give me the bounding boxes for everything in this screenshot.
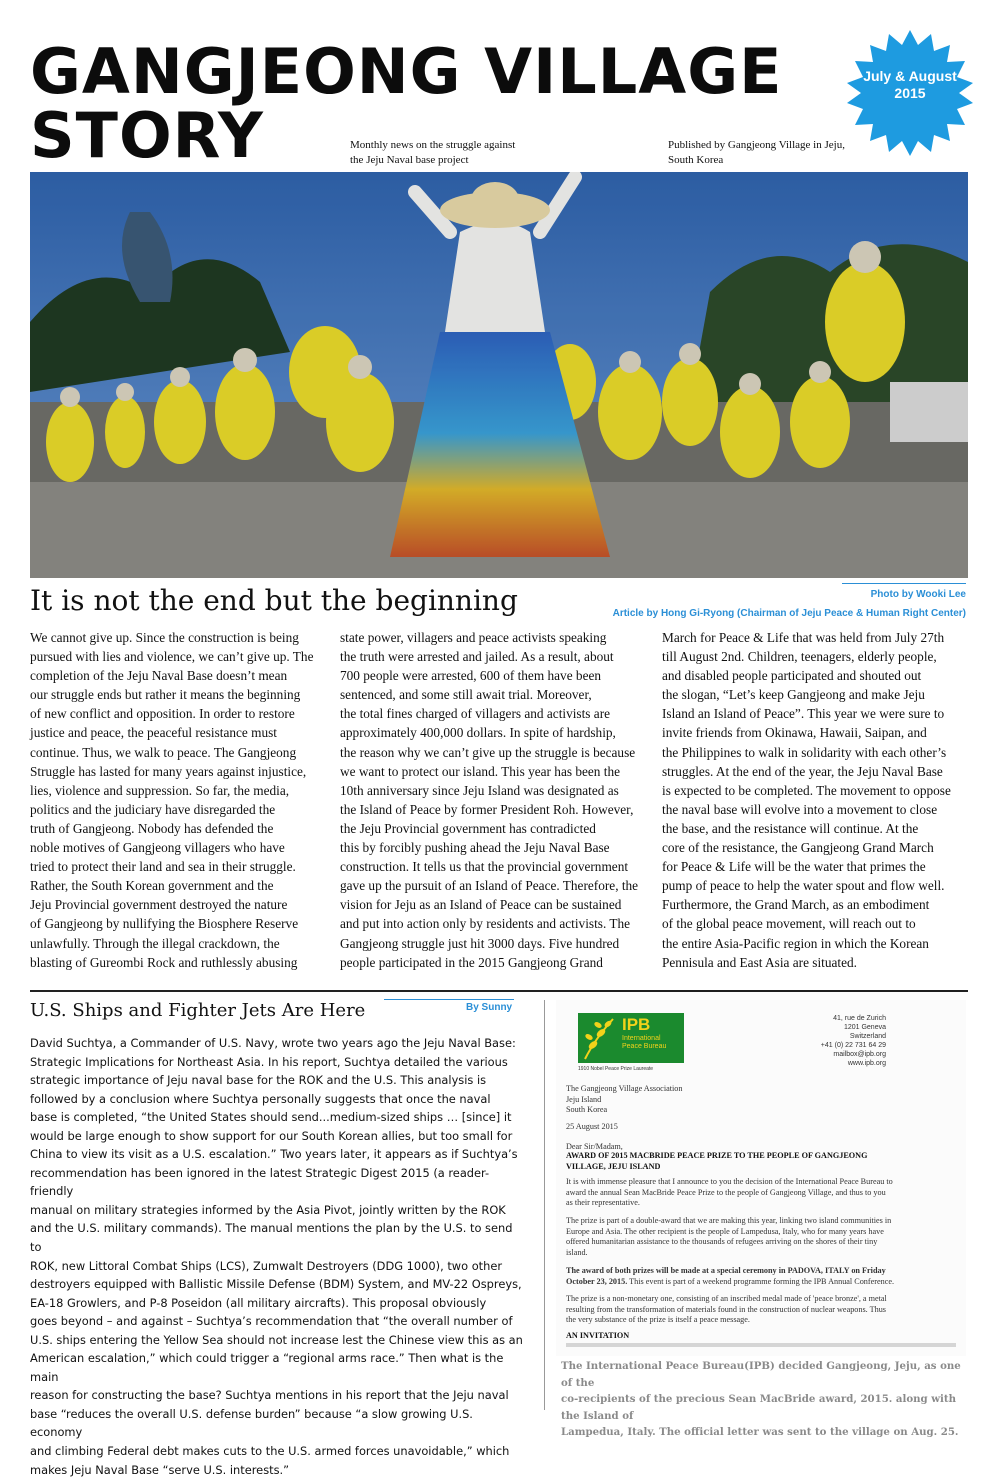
letter-caption	[561, 1358, 966, 1441]
text-line: Furthermore, the Grand March, as an embodiment	[662, 897, 930, 913]
text-line: Jeju Provincial government destroyed the nature	[30, 897, 288, 913]
letter-line: The prize is part of a double-award that we are making this year, linking two island communities in	[566, 1216, 892, 1225]
text-line: American escalation,” which could trigger a “regional arms race.” Then what is the main	[30, 1351, 504, 1384]
text-line: pump of peace to help the water spout and flow well.	[662, 878, 945, 894]
article-column-2	[340, 628, 652, 972]
text-line: for Peace & Life will be the water that primes the	[662, 859, 926, 875]
main-headline: It is not the end but the beginning	[30, 584, 518, 617]
letter-line: island.	[566, 1247, 588, 1257]
recipient-line: Jeju Island	[566, 1094, 602, 1104]
text-line: strategic importance of Jeju naval base for the ROK and the U.S. This analysis is	[30, 1073, 487, 1088]
text-line: our struggle ends but rather it means the beginning	[30, 687, 301, 703]
ipb-logo	[578, 1013, 684, 1063]
text-line: and put into action only by residents and activists. The	[340, 916, 631, 932]
text-line: is expected to be completed. The movement to oppose	[662, 782, 951, 798]
text-line: we want to protect our island. This year has been the	[340, 763, 621, 779]
text-line: tried to protect their land and sea in their struggle.	[30, 859, 296, 875]
letter-bold-line: The award of both prizes will be made at a special ceremony in PADOVA, ITALY on Friday	[566, 1266, 886, 1275]
text-line: the base, and the resistance will continue. At the	[662, 820, 919, 836]
ipb-tagline: 1910 Nobel Peace Prize Laureate	[578, 1066, 654, 1072]
recipient-line: The Gangjeong Village Association	[566, 1084, 683, 1093]
text-line: the truth were arrested and jailed. As a result, about	[340, 649, 614, 665]
text-line: David Suchtya, a Commander of U.S. Navy, wrote two years ago the Jeju Naval Base:	[30, 1036, 516, 1050]
letter-salutation: Dear Sir/Madam,	[566, 1142, 623, 1151]
text-line: followed by a conclusion where Suchtya personally suggests that once the naval	[30, 1091, 491, 1106]
logo-sub-line: Peace Bureau	[622, 1043, 667, 1050]
article-byline: Article by Hong Gi-Ryong (Chairman of Jeju Peace & Human Right Center)	[612, 608, 966, 619]
address-line: mailbox@ipb.org	[833, 1051, 886, 1058]
text-line: We cannot give up. Since the construction is being	[30, 630, 299, 645]
text-line: the reason why we can’t give up the struggle is because	[340, 744, 636, 760]
second-headline: U.S. Ships and Fighter Jets Are Here	[30, 1000, 366, 1021]
section-divider	[30, 990, 968, 992]
text-line: the Philippines to walk in solidarity with each other’s	[662, 744, 947, 760]
tagline-line: Monthly news on the struggle against	[350, 139, 516, 151]
text-line: the entire Asia-Pacific region in which the Korean	[662, 935, 929, 951]
text-line: Strategic Implications for Northeast Asia. In his report, Suchtya detailed the various	[30, 1054, 508, 1069]
text-line: blasting of Gureombi Rock and ruthlessly abusing	[30, 954, 298, 970]
text-line: March for Peace & Life that was held from July 27th	[662, 630, 945, 645]
text-line: Struggle has lasted for many years against injustice,	[30, 763, 307, 779]
tagline-line: the Jeju Naval base project	[350, 154, 469, 166]
text-line: makes Jeju Naval Base “serve U.S. interests.”	[30, 1462, 290, 1477]
letter-paragraph-1	[566, 1177, 961, 1209]
ipb-letter-image	[556, 1000, 966, 1356]
text-line: the total fines charged of villagers and activists are	[340, 706, 611, 722]
text-line: pursued with lies and violence, we can’t give up. The	[30, 649, 314, 665]
olive-branch-icon	[581, 1015, 617, 1061]
address-line: 1201 Geneva	[843, 1024, 886, 1031]
text-line: recommendation has been ignored in the latest Strategic Digest 2015 (a reader-friendly	[30, 1165, 490, 1199]
address-line: 41, rue de Zurich	[833, 1015, 886, 1022]
text-line: Rather, the South Korean government and the	[30, 878, 274, 894]
article-column-1	[30, 628, 330, 972]
text-line: Pennisula and East Asia are situated.	[662, 954, 857, 970]
letter-line: as their representative.	[566, 1198, 640, 1207]
text-line: would be large enough to show support for our South Korean allies, but too small for	[30, 1128, 513, 1143]
letter-line: resulting from the transformation of materials found in the construction of nuclear weapons. Thus	[566, 1304, 886, 1314]
text-line: destroyers equipped with Ballistic Missile Defense (BDM) System, and MV-22 Ospreys,	[30, 1277, 522, 1292]
title-line-2: STORY	[30, 99, 264, 172]
letter-paragraph-2	[566, 1216, 961, 1258]
letter-subject	[566, 1151, 867, 1172]
letter-line: offered humanitarian assistance to the thousands of refugees arriving on the shores of their tiny	[566, 1237, 878, 1246]
text-line: 700 people were arrested, 600 of them have been	[340, 668, 602, 684]
letter-line: the very substance of the prize is itself a peace message.	[566, 1315, 750, 1324]
hero-photo-march-participants	[30, 172, 968, 578]
letter-bold-line: October 23, 2015.	[566, 1276, 628, 1286]
issue-year: 2015	[894, 85, 926, 101]
title-line-1: GANGJEONG VILLAGE	[30, 35, 783, 108]
text-line: Island an Island of Peace”. This year we were sure to	[662, 706, 945, 722]
text-line: sentenced, and some still await trial. Moreover,	[340, 687, 592, 703]
text-line: struggles. At the end of the year, the Jeju Naval Base	[662, 763, 943, 779]
address-line: www.ipb.org	[847, 1060, 886, 1067]
text-line: EA-18 Growlers, and P-8 Poseidon (all military aircrafts). This proposal obviously	[30, 1295, 487, 1310]
letter-line: It is with immense pleasure that I announce to you the decision of the International Peace Bureau to	[566, 1177, 893, 1186]
subject-line: VILLAGE, JEJU ISLAND	[566, 1161, 661, 1171]
ipb-address	[821, 1014, 886, 1068]
text-line: gave up the pursuit of an Island of Peace. Therefore, the	[340, 878, 639, 894]
letter-invitation-heading: AN INVITATION	[566, 1331, 630, 1340]
issue-month: July & August	[863, 68, 957, 84]
text-line: till August 2nd. Children, teenagers, elderly people,	[662, 649, 937, 665]
letter-paragraph-3	[566, 1266, 961, 1287]
text-line: ROK, new Littoral Combat Ships (LCS), Zumwalt Destroyers (DDG 1000), two other	[30, 1258, 503, 1273]
text-line: people participated in the 2015 Gangjeong Grand	[340, 954, 603, 970]
text-line: Gangjeong struggle just hit 3000 days. Five hundred	[340, 935, 620, 951]
text-line: state power, villagers and peace activists speaking	[340, 630, 607, 645]
publisher-note	[668, 138, 845, 168]
text-line: China to view its visit as a U.S. escalation.” Two years later, it appears as if Suchtya’s	[30, 1147, 518, 1162]
text-line: truth of Gangjeong. Nobody has defended the	[30, 820, 274, 836]
text-line: approximately 400,000 dollars. In spite of hardship,	[340, 725, 616, 741]
address-line: Switzerland	[849, 1033, 886, 1040]
text-line: unlawfully. Through the illegal crackdown, the	[30, 935, 280, 951]
recipient-line: South Korea	[566, 1105, 608, 1114]
text-line: politics and the judiciary have disregarded the	[30, 801, 276, 817]
text-line: justice and peace, the peaceful resistance must	[30, 725, 277, 741]
text-line: reason for constructing the base? Suchtya mentions in his report that the Jeju naval	[30, 1388, 509, 1403]
text-line: 10th anniversary since Jeju Island was designated as	[340, 782, 619, 798]
ipb-logo-subtitle	[622, 1035, 666, 1051]
text-line: noble motives of Gangjeong villagers who have	[30, 840, 285, 856]
text-line: continue. Thus, we walk to peace. The Gangjeong	[30, 744, 297, 760]
letter-line: Europe and Asia. The other recipient is the people of Lampedusa, Italy, who for many years have	[566, 1226, 884, 1236]
logo-sub-line: International	[622, 1035, 661, 1042]
text-line: the naval base will evolve into a movement to close	[662, 801, 938, 817]
text-line: goes beyond – and against – Suchtya’s recommendation that “the overall number of	[30, 1314, 513, 1329]
second-article-body	[30, 1034, 526, 1479]
text-line: lies, violence and suppression. So far, the media,	[30, 782, 290, 798]
text-line: manual on military strategies informed by the Asia Pivot, jointly written by the ROK	[30, 1202, 506, 1217]
article-column-3	[662, 628, 968, 972]
ipb-logo-text: IPB	[622, 1015, 651, 1034]
byline-rule	[384, 999, 514, 1000]
text-line: of new conflict and opposition. In order to restore	[30, 706, 295, 722]
letter-line: This event is part of a weekend programme forming the IPB Annual Conference.	[627, 1276, 895, 1286]
text-line: U.S. ships entering the Yellow Sea should not increase lest the Chinese view this as an	[30, 1332, 523, 1347]
text-line: core of the resistance, the Gangjeong Grand March	[662, 840, 934, 856]
text-line: base is completed, “the United States should send...medium-sized ships … [since] it	[30, 1110, 512, 1125]
address-line: +41 (0) 22 731 64 29	[820, 1042, 886, 1049]
letter-recipient	[566, 1084, 682, 1116]
text-line: and the U.S. military commands). The manual mentions the plan by the U.S. to send to	[30, 1221, 513, 1255]
column-divider	[544, 1000, 545, 1410]
letter-line: award the annual Sean MacBride Peace Prize to the people of Gangjeong Village, and thus to you	[566, 1187, 886, 1197]
photo-credit: Photo by Wooki Lee	[870, 589, 966, 600]
publisher-line: Published by Gangjeong Village in Jeju,	[668, 139, 845, 151]
text-line: the Jeju Provincial government has contradicted	[340, 820, 596, 836]
credit-rule	[842, 583, 966, 584]
caption-line: The International Peace Bureau(IPB) decided Gangjeong, Jeju, as one of the	[561, 1360, 961, 1389]
letter-date: 25 August 2015	[566, 1122, 618, 1131]
text-line: this by forcibly pushing ahead the Jeju Naval Base	[340, 840, 610, 856]
letter-line: The prize is a non-monetary one, consisting of an inscribed medal made of 'peace bronze', a metal	[566, 1294, 887, 1303]
tagline	[350, 138, 515, 168]
issue-date-badge	[845, 28, 975, 158]
second-byline: By Sunny	[466, 1002, 513, 1013]
text-line: and climbing Federal debt makes cuts to the U.S. armed forces unavoidable,” which	[30, 1444, 510, 1459]
text-line: of Gangjeong by nullifying the Biosphere Reserve	[30, 916, 299, 932]
caption-line: Lampedua, Italy. The official letter was sent to the village on Aug. 25.	[561, 1426, 959, 1438]
caption-line: co-recipients of the precious Sean MacBride award, 2015. along with the Island of	[561, 1393, 956, 1422]
text-line: invite friends from Okinawa, Hawaii, Saipan, and	[662, 725, 927, 741]
text-line: base “reduces the overall U.S. defense burden” because “a slow growing U.S. economy	[30, 1406, 473, 1440]
text-line: and disabled people participated and shouted out	[662, 668, 922, 684]
text-line: the slogan, “Let’s keep Gangjeong and make Jeju	[662, 687, 925, 703]
subject-line: AWARD OF 2015 MACBRIDE PEACE PRIZE TO THE PEOPLE OF GANGJEONG	[566, 1151, 868, 1160]
publisher-line: South Korea	[668, 154, 724, 166]
letter-paragraph-4	[566, 1294, 961, 1326]
text-line: completion of the Jeju Naval Base doesn’t mean	[30, 668, 288, 684]
text-line: vision for Jeju as an Island of Peace can be sustained	[340, 897, 622, 913]
issue-date-text	[845, 68, 975, 102]
letter-cutoff-text	[566, 1343, 956, 1347]
text-line: of the global peace movement, will reach out to	[662, 916, 916, 932]
text-line: construction. It tells us that the provincial government	[340, 859, 629, 875]
text-line: the Island of Peace by former President Roh. However,	[340, 801, 634, 817]
